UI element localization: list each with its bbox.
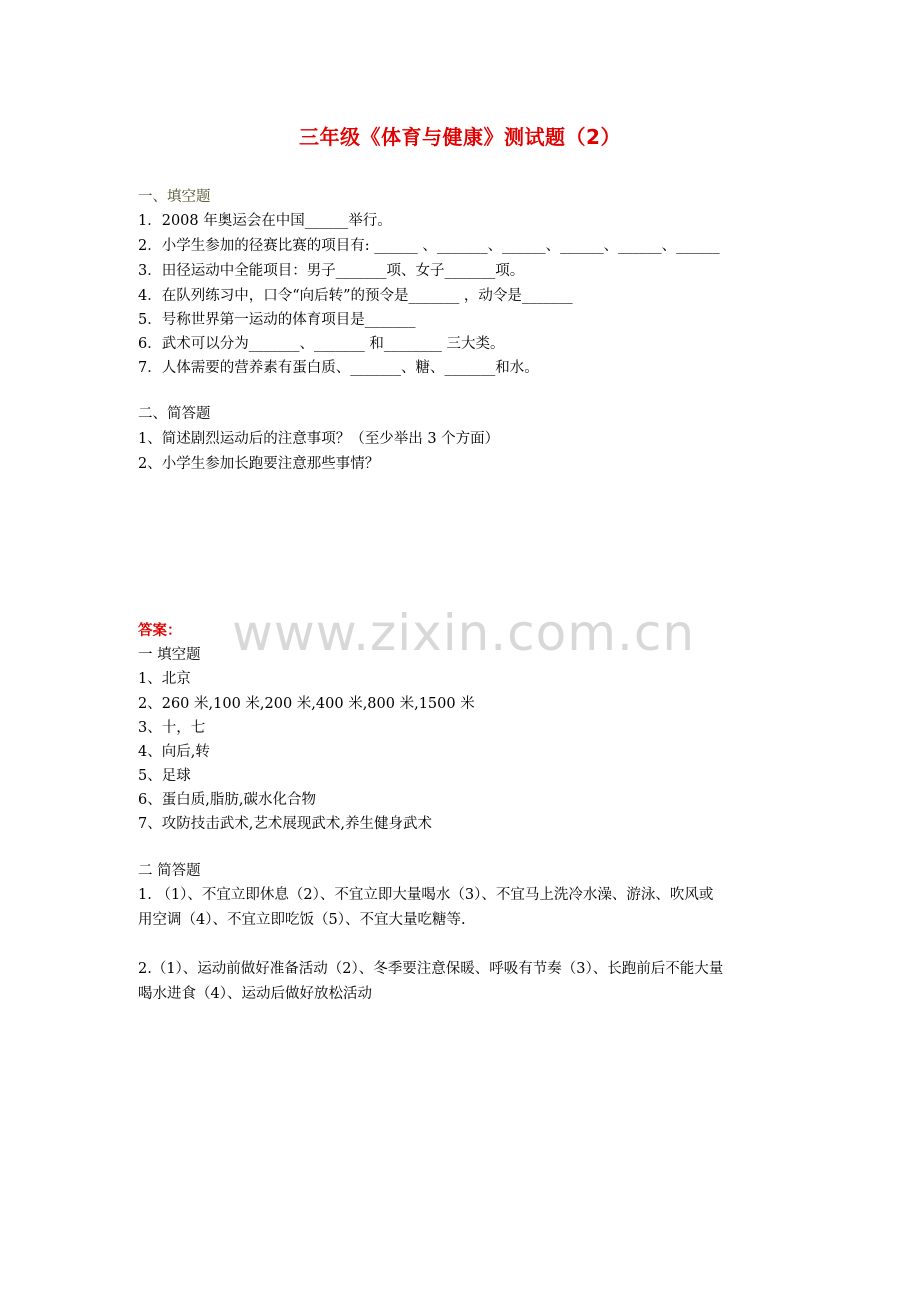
question-3: 3．田径运动中全能项目：男子_______项、女子_______项。 — [138, 263, 525, 279]
section-heading-fill-blank: 一、填空题 — [138, 189, 211, 205]
watermark: www.zixin.com.cn — [232, 604, 696, 662]
answer-1: 1、北京 — [138, 671, 191, 687]
short-question-2: 2、小学生参加长跑要注意那些事情？ — [138, 456, 380, 472]
short-answer-2-line-2: 喝水进食（4）、运动后做好放松活动 — [138, 986, 372, 1002]
answers-fill-heading: 一 填空题 — [138, 647, 201, 663]
document-title: 三年级《体育与健康》测试题（2） — [299, 125, 621, 149]
answer-5: 5、足球 — [138, 768, 191, 784]
question-5: 5．号称世界第一运动的体育项目是_______ — [138, 312, 416, 328]
answers-short-heading: 二 简答题 — [138, 863, 201, 879]
section-heading-short-answer: 二、简答题 — [138, 406, 211, 422]
answer-7: 7、攻防技击武术,艺术展现武术,养生健身武术 — [138, 816, 432, 832]
question-1: 1．2008 年奥运会在中国______举行。 — [138, 213, 392, 229]
short-answer-1-line-2: 用空调（4）、不宜立即吃饭（5）、不宜大量吃糖等. — [138, 912, 466, 928]
short-answer-2-line-1: 2.（1）、运动前做好准备活动（2）、冬季要注意保暖、呼吸有节奏（3）、长跑前后不能大量 — [138, 961, 724, 977]
question-6: 6．武术可以分为_______、_______ 和________ 三大类。 — [138, 336, 505, 352]
question-7: 7．人体需要的营养素有蛋白质、_______、糖、_______和水。 — [138, 360, 539, 376]
answer-4: 4、向后,转 — [138, 744, 210, 760]
short-question-1: 1、简述剧烈运动后的注意事项？（至少举出 3 个方面） — [138, 431, 500, 447]
question-4: 4．在队列练习中，口令“向后转”的预令是_______ ，动令是_______ — [138, 288, 573, 304]
short-answer-1-line-1: 1. （1）、不宜立即休息（2）、不宜立即大量喝水（3）、不宜马上洗冷水澡、游泳、吹风或 — [138, 887, 714, 903]
question-2: 2．小学生参加的径赛比赛的项目有: ______ 、_______、______、______、______、______ — [138, 238, 720, 254]
answer-2: 2、260 米,100 米,200 米,400 米,800 米,1500 米 — [138, 696, 475, 712]
answers-heading: 答案： — [138, 623, 182, 639]
answer-6: 6、蛋白质,脂肪,碳水化合物 — [138, 792, 316, 808]
answer-3: 3、十，七 — [138, 720, 206, 736]
